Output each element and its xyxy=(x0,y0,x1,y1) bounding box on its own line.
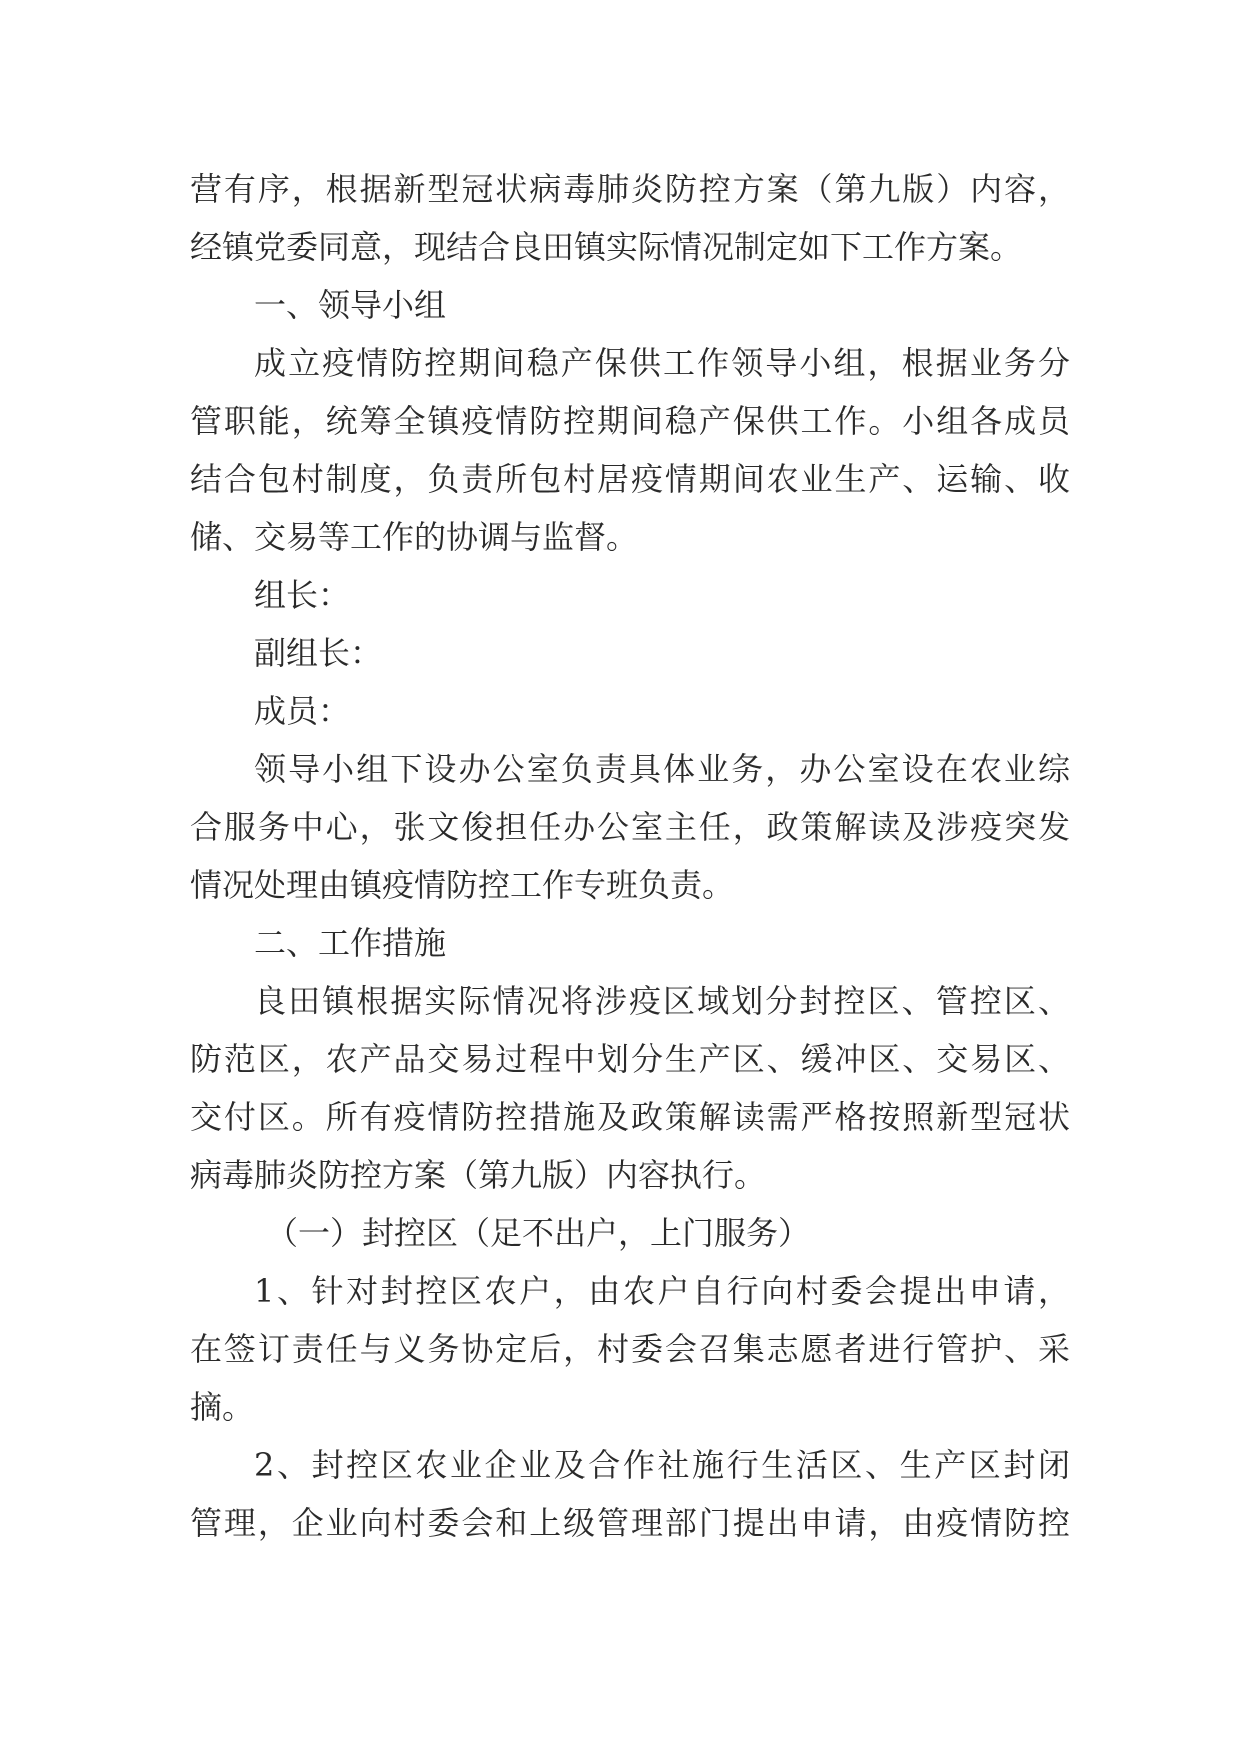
paragraph-line: 良田镇根据实际情况将涉疫区域划分封控区、管控区、 xyxy=(254,982,1070,1020)
paragraph-line: 管理，企业向村委会和上级管理部门提出申请，由疫情防控 xyxy=(190,1504,1070,1542)
paragraph-line: 经镇党委同意，现结合良田镇实际情况制定如下工作方案。 xyxy=(190,228,1023,266)
members-field: 成员： xyxy=(254,692,351,730)
paragraph-line: 营有序，根据新型冠状病毒肺炎防控方案（第九版）内容， xyxy=(190,170,1070,208)
paragraph-line: 结合包村制度，负责所包村居疫情期间农业生产、运输、收 xyxy=(190,460,1070,498)
paragraph-line: 摘。 xyxy=(190,1388,255,1426)
paragraph-line: 合服务中心，张文俊担任办公室主任，政策解读及涉疫突发 xyxy=(190,808,1070,846)
subsection-heading: （一）封控区（足不出户，上门服务） xyxy=(266,1214,811,1252)
paragraph-line: 1、针对封控区农户，由农户自行向村委会提出申请， xyxy=(254,1272,1070,1310)
paragraph-line: 在签订责任与义务协定后，村委会召集志愿者进行管护、采 xyxy=(190,1330,1070,1368)
paragraph-line: 情况处理由镇疫情防控工作专班负责。 xyxy=(190,866,735,904)
paragraph-line: 成立疫情防控期间稳产保供工作领导小组，根据业务分 xyxy=(254,344,1070,382)
paragraph-line: 交付区。所有疫情防控措施及政策解读需严格按照新型冠状 xyxy=(190,1098,1070,1136)
paragraph-line: 领导小组下设办公室负责具体业务，办公室设在农业综 xyxy=(254,750,1070,788)
paragraph-line: 管职能，统筹全镇疫情防控期间稳产保供工作。小组各成员 xyxy=(190,402,1070,440)
paragraph-line: 防范区，农产品交易过程中划分生产区、缓冲区、交易区、 xyxy=(190,1040,1070,1078)
leader-field: 组长： xyxy=(254,576,351,614)
paragraph-line: 病毒肺炎防控方案（第九版）内容执行。 xyxy=(190,1156,767,1194)
section-heading: 一、领导小组 xyxy=(254,286,447,324)
section-heading: 二、工作措施 xyxy=(254,924,447,962)
paragraph-line: 2、封控区农业企业及合作社施行生活区、生产区封闭 xyxy=(254,1446,1070,1484)
deputy-leader-field: 副组长： xyxy=(254,634,383,672)
paragraph-line: 储、交易等工作的协调与监督。 xyxy=(190,518,639,556)
document-body xyxy=(190,160,1070,1552)
